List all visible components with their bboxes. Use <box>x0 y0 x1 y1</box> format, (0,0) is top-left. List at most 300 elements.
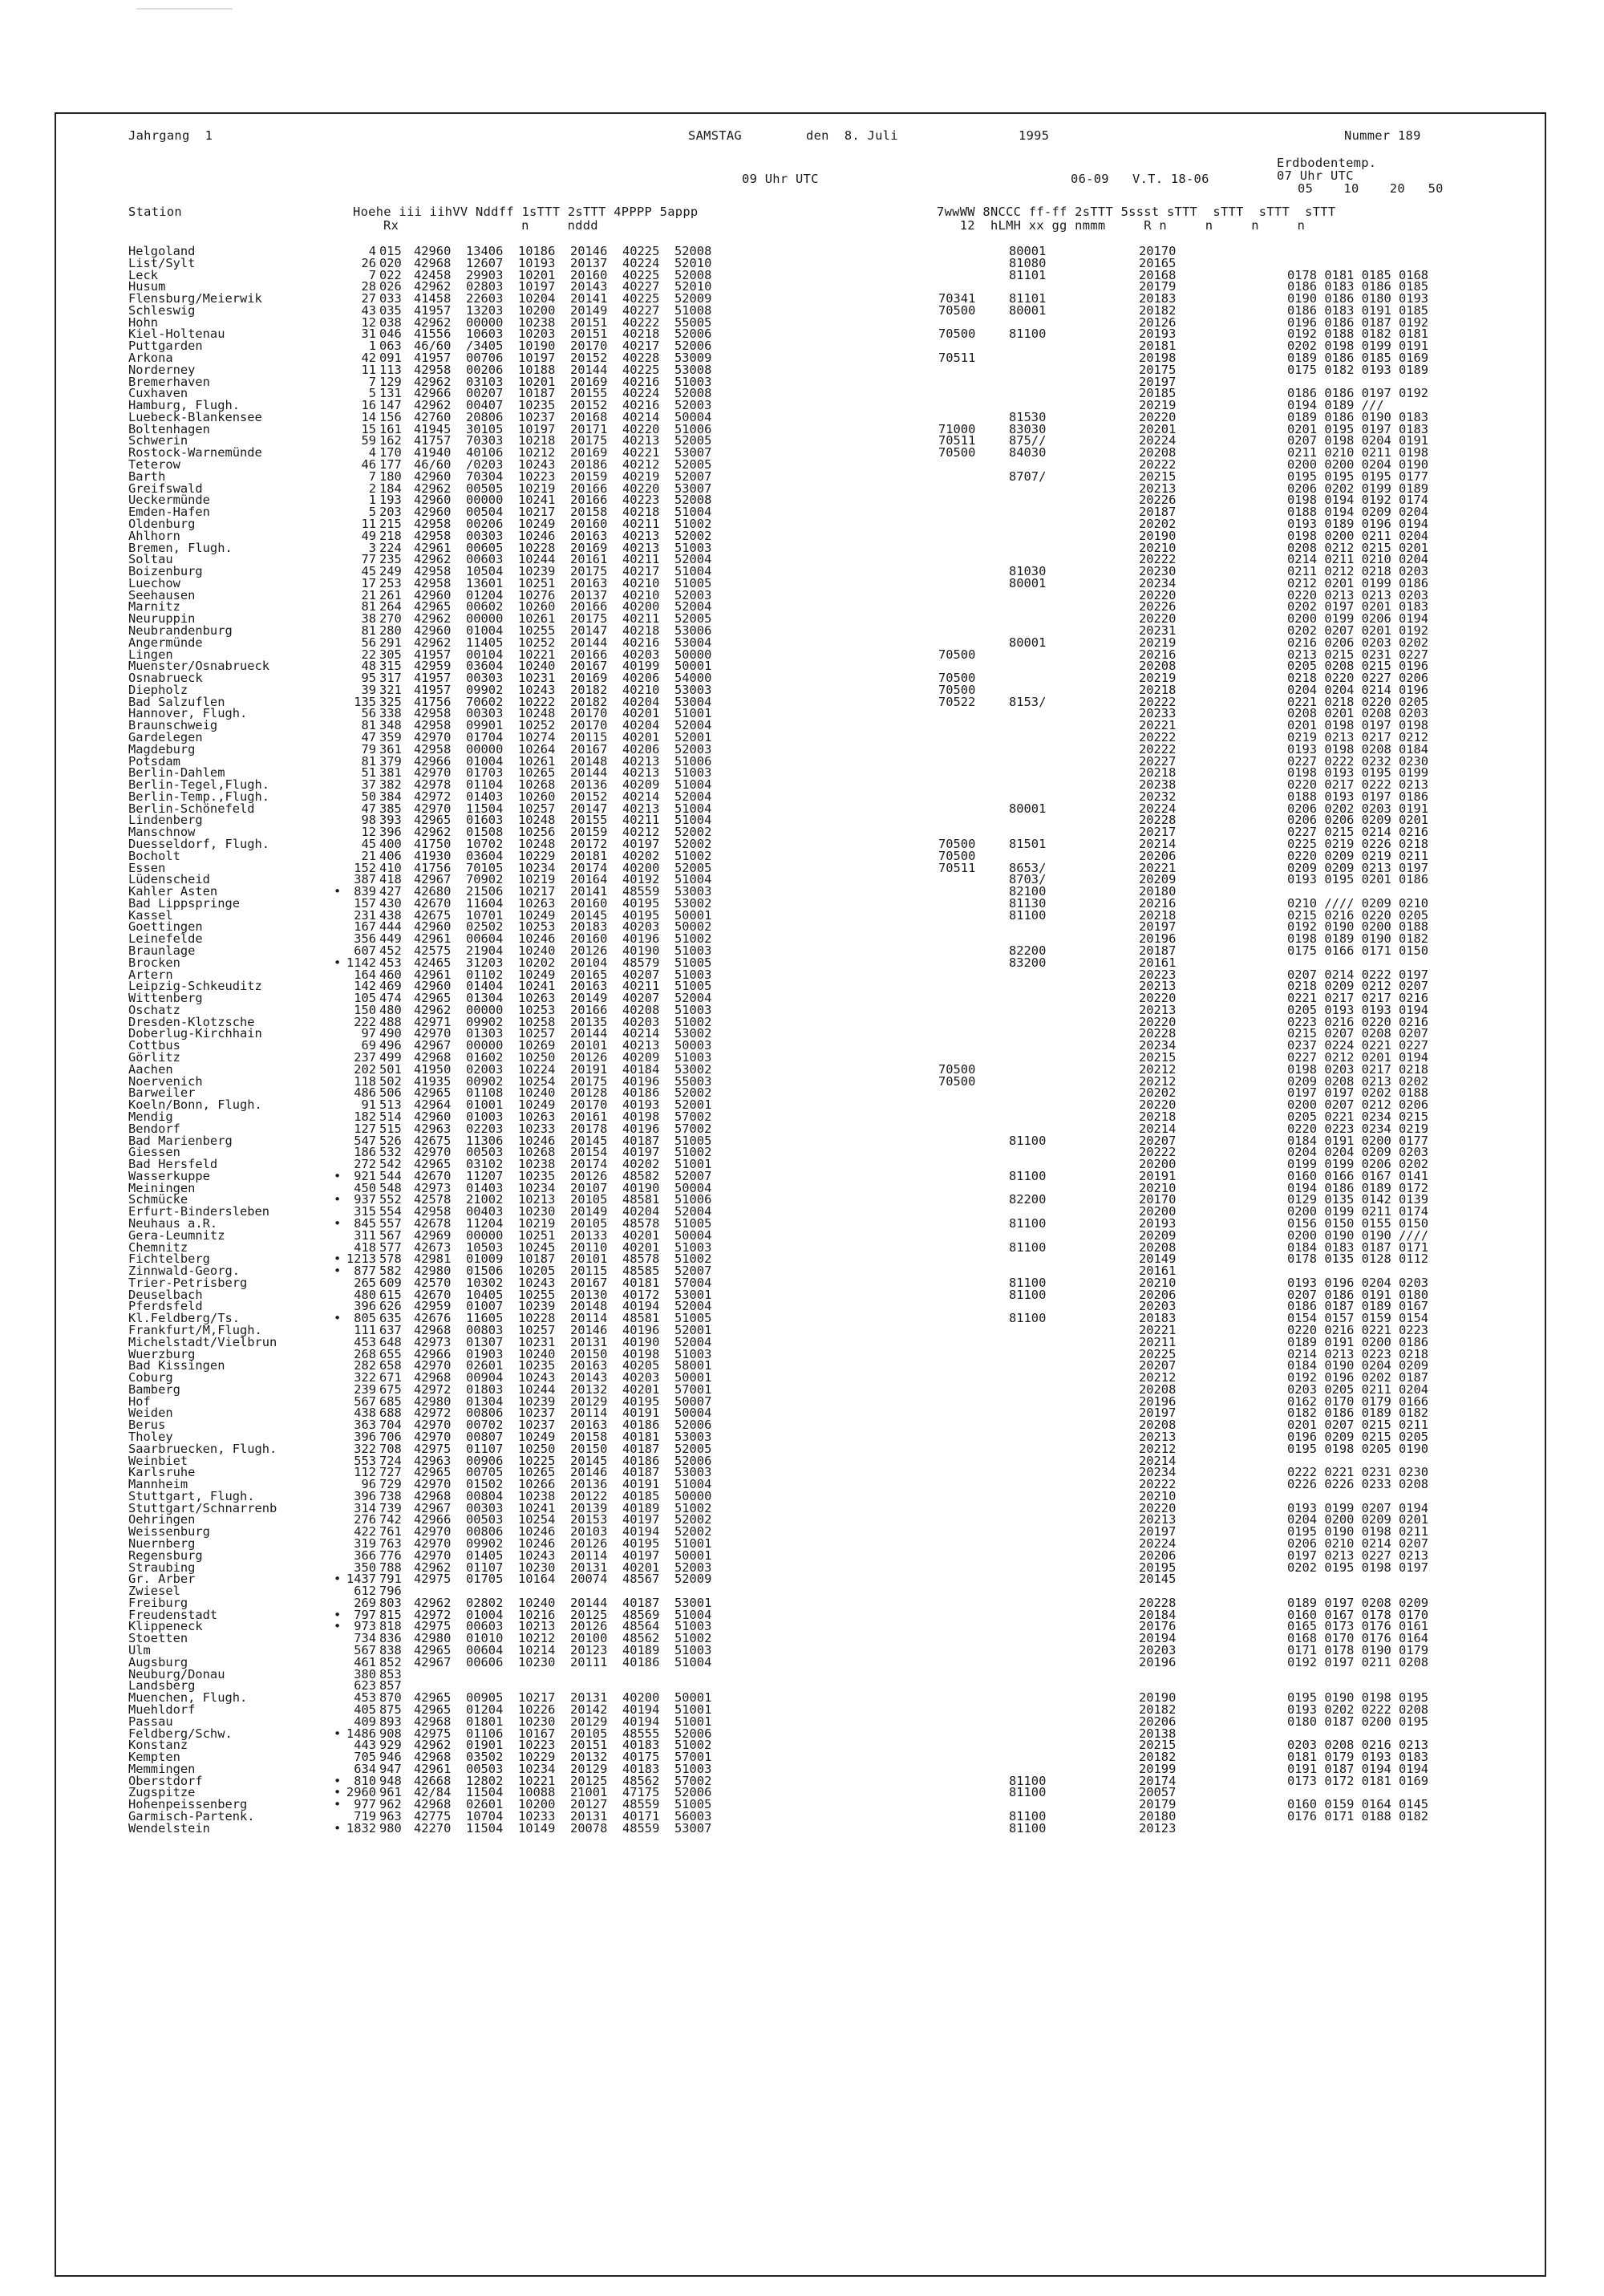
station-name: Oldenburg <box>128 516 196 531</box>
station-id: 396 <box>379 825 402 840</box>
group-2sttt: 20186 <box>570 457 608 473</box>
group-2sttt-nmmm: 20210 <box>1139 540 1177 555</box>
group-1sttt: 10264 <box>518 741 556 757</box>
group-2sttt-nmmm: 20218 <box>1139 1109 1177 1124</box>
group-5appp: 51004 <box>674 777 712 793</box>
group-2sttt-nmmm: 20228 <box>1139 813 1177 828</box>
group-2sttt: 20152 <box>570 351 608 366</box>
group-1sttt: 10263 <box>518 991 556 1006</box>
station-id: 381 <box>379 765 402 781</box>
group-5appp: 53003 <box>674 884 712 899</box>
station-name: Bad Hersfeld <box>128 1157 218 1172</box>
table-row <box>0 945 1604 957</box>
group-7wwww: 70500 <box>938 848 976 863</box>
group-ihvv: 42270 <box>414 1820 452 1836</box>
group-nddff: 10702 <box>466 837 504 851</box>
group-ihvv: 42971 <box>414 1014 452 1029</box>
group-2sttt-nmmm: 20212 <box>1139 1061 1177 1077</box>
station-name: Luechow <box>128 575 180 590</box>
group-nddff: 00604 <box>466 1643 504 1658</box>
group-1sttt: 10246 <box>518 1133 556 1148</box>
group-4pppp: 40209 <box>622 1050 660 1065</box>
station-name: Ahlhorn <box>128 528 180 543</box>
elevation: 202 <box>354 1061 376 1077</box>
group-2sttt-nmmm: 20234 <box>1139 1038 1177 1053</box>
group-nddff: 01403 <box>466 789 504 804</box>
group-4pppp: 40207 <box>622 991 660 1006</box>
group-nddff: 01304 <box>466 1393 504 1409</box>
group-4pppp: 40199 <box>622 659 660 674</box>
soil-temperatures: 0202 0207 0201 0192 <box>1287 623 1429 638</box>
group-5appp: 52010 <box>674 279 712 294</box>
station-id: 035 <box>379 302 402 318</box>
station-id: 582 <box>379 1264 402 1279</box>
group-2sttt-nmmm: 20196 <box>1139 1654 1177 1669</box>
group-1sttt: 10235 <box>518 398 556 413</box>
group-5appp: 53004 <box>674 635 712 650</box>
group-ihvv: 42958 <box>414 516 452 531</box>
station-name: Husum <box>128 279 166 294</box>
group-nddff: 03103 <box>466 374 504 389</box>
group-8nccc: 81130 <box>1009 895 1047 911</box>
group-1sttt: 10205 <box>518 1264 556 1279</box>
group-5appp: 52004 <box>674 1334 712 1349</box>
group-5appp: 52006 <box>674 339 712 354</box>
station-name: Frankfurt/M,Flugh. <box>128 1322 262 1337</box>
group-2sttt-nmmm: 20220 <box>1139 1097 1177 1113</box>
station-name: Boizenburg <box>128 564 203 579</box>
group-5appp: 51004 <box>674 813 712 828</box>
group-nddff: 29903 <box>466 267 504 282</box>
station-id: 947 <box>379 1761 402 1776</box>
issue-number: Nummer 189 <box>1344 128 1421 143</box>
group-4pppp: 40200 <box>622 860 660 875</box>
group-2sttt: 20166 <box>570 1002 608 1017</box>
group-4pppp: 40201 <box>622 1560 660 1575</box>
elevation: 396 <box>354 1488 376 1503</box>
group-ihvv: 42962 <box>414 481 452 496</box>
soil-temperatures: 0189 0197 0208 0209 <box>1287 1595 1429 1610</box>
group-2sttt-nmmm: 20176 <box>1139 1619 1177 1634</box>
group-4pppp: 40200 <box>622 599 660 615</box>
group-4pppp: 40209 <box>622 777 660 793</box>
group-4pppp: 40225 <box>622 362 660 377</box>
group-nddff: 00604 <box>466 931 504 947</box>
group-ihvv: 42960 <box>414 587 452 602</box>
group-1sttt: 10257 <box>518 801 556 816</box>
group-5appp: 51005 <box>674 1215 712 1231</box>
station-id: 488 <box>379 1014 402 1029</box>
group-1sttt: 10237 <box>518 1418 556 1433</box>
station-id: 577 <box>379 1239 402 1255</box>
station-name: Bremen, Flugh. <box>128 540 233 555</box>
elevation: 2960 <box>346 1785 376 1800</box>
volume-label: Jahrgang 1 <box>128 128 213 143</box>
soil-temperatures: 0192 0196 0202 0187 <box>1287 1370 1429 1385</box>
group-2sttt: 20169 <box>570 445 608 460</box>
group-5appp: 52005 <box>674 457 712 473</box>
elevation: 105 <box>354 991 376 1006</box>
soil-temperatures: 0195 0190 0198 0195 <box>1287 1690 1429 1706</box>
group-nddff: 00807 <box>466 1430 504 1444</box>
group-2sttt-nmmm: 20224 <box>1139 1536 1177 1552</box>
group-7wwww: 70500 <box>938 1061 976 1077</box>
group-5appp: 54000 <box>674 671 712 686</box>
elevation: 272 <box>354 1157 376 1172</box>
elevation: 443 <box>354 1738 376 1753</box>
elevation: 28 <box>361 279 376 294</box>
group-2sttt: 20146 <box>570 244 608 258</box>
elevation: 937 <box>354 1192 376 1207</box>
elevation: 152 <box>354 860 376 875</box>
group-5appp: 53007 <box>674 481 712 496</box>
station-name: Fichtelberg <box>128 1251 210 1267</box>
group-5appp: 52004 <box>674 552 712 567</box>
group-5appp: 52002 <box>674 528 712 543</box>
group-4pppp: 40194 <box>622 1524 660 1539</box>
group-5appp: 51004 <box>674 1654 712 1669</box>
group-2sttt: 20174 <box>570 860 608 875</box>
elevation: 12 <box>361 825 376 840</box>
group-5appp: 53001 <box>674 1287 712 1302</box>
elevation: 356 <box>354 931 376 947</box>
group-5appp: 51002 <box>674 1014 712 1029</box>
group-5appp: 52006 <box>674 1726 712 1741</box>
group-2sttt-nmmm: 20222 <box>1139 1145 1177 1160</box>
group-1sttt: 10241 <box>518 979 556 994</box>
group-ihvv: 42670 <box>414 1168 452 1183</box>
group-1sttt: 10197 <box>518 421 556 436</box>
group-4pppp: 48569 <box>622 1607 660 1622</box>
mountain-station-marker: • <box>334 1572 342 1587</box>
elevation: 231 <box>354 907 376 923</box>
group-7wwww: 70511 <box>938 860 976 875</box>
group-ihvv: 42962 <box>414 552 452 567</box>
group-1sttt: 10202 <box>518 955 556 970</box>
obs-time-09: 09 Uhr UTC <box>742 172 819 186</box>
group-2sttt: 20160 <box>570 895 608 911</box>
group-nddff: 02802 <box>466 1595 504 1610</box>
group-1sttt: 10226 <box>518 1702 556 1717</box>
station-id: 729 <box>379 1477 402 1492</box>
code-column-header-2: 7wwWW 8NCCC ff-ff 2sTTT 5ssst sTTT sTTT sTTT sTTT <box>937 205 1336 219</box>
group-5appp: 53004 <box>674 694 712 709</box>
station-id: 526 <box>379 1133 402 1148</box>
group-1sttt: 10230 <box>518 1654 556 1669</box>
group-4pppp: 40187 <box>622 1465 660 1480</box>
station-id: 022 <box>379 267 402 282</box>
group-ihvv: 42960 <box>414 469 452 484</box>
group-2sttt-nmmm: 20218 <box>1139 682 1177 697</box>
group-4pppp: 40210 <box>622 682 660 697</box>
group-2sttt: 20144 <box>570 1026 608 1041</box>
station-id: 444 <box>379 919 402 935</box>
group-ihvv: 42960 <box>414 919 452 935</box>
mountain-station-marker: • <box>334 1773 342 1788</box>
station-name: Weiden <box>128 1406 173 1421</box>
group-ihvv: 46/60 <box>414 339 452 354</box>
group-nddff: 01801 <box>466 1714 504 1729</box>
soil-temperatures: 0219 0213 0217 0212 <box>1287 729 1429 744</box>
group-2sttt: 20155 <box>570 813 608 828</box>
elevation: 405 <box>354 1702 376 1717</box>
station-id: 161 <box>379 421 402 436</box>
group-nddff: 02502 <box>466 919 504 935</box>
elevation: 22 <box>361 647 376 662</box>
station-id: 235 <box>379 552 402 567</box>
elevation: 311 <box>354 1227 376 1243</box>
group-2sttt-nmmm: 20215 <box>1139 1050 1177 1065</box>
group-nddff: 02601 <box>466 1358 504 1373</box>
station-id: 218 <box>379 528 402 543</box>
elevation: 322 <box>354 1441 376 1456</box>
group-8nccc: 84030 <box>1009 445 1047 460</box>
group-4pppp: 40218 <box>622 623 660 638</box>
station-name: Giessen <box>128 1145 180 1160</box>
group-2sttt-nmmm: 20227 <box>1139 753 1177 769</box>
soil-temperatures: 0186 0186 0197 0192 <box>1287 386 1429 401</box>
group-4pppp: 40186 <box>622 1418 660 1433</box>
elevation: 453 <box>354 1690 376 1706</box>
station-id: 452 <box>379 943 402 959</box>
elevation: 15 <box>361 421 376 436</box>
station-name: Artern <box>128 967 173 982</box>
group-2sttt: 20160 <box>570 267 608 282</box>
soil-temperatures: 0226 0226 0233 0208 <box>1287 1477 1429 1492</box>
group-5appp: 50001 <box>674 907 712 923</box>
group-8nccc: 81100 <box>1009 1808 1047 1823</box>
elevation: 47 <box>361 729 376 744</box>
group-ihvv: 42968 <box>414 1370 452 1385</box>
station-name: Pferdsfeld <box>128 1299 203 1314</box>
station-id: 685 <box>379 1393 402 1409</box>
group-2sttt: 20122 <box>570 1488 608 1503</box>
group-5appp: 53002 <box>674 1061 712 1077</box>
group-5appp: 52006 <box>674 1418 712 1433</box>
station-id: 763 <box>379 1536 402 1552</box>
group-2sttt: 20129 <box>570 1761 608 1776</box>
station-id: 496 <box>379 1038 402 1053</box>
group-1sttt: 10246 <box>518 931 556 947</box>
group-nddff: 01001 <box>466 1097 504 1113</box>
group-1sttt: 10255 <box>518 1287 556 1302</box>
station-id: 249 <box>379 564 402 579</box>
group-ihvv: 42960 <box>414 1109 452 1124</box>
elevation: 1 <box>368 339 376 354</box>
station-id: 038 <box>379 314 402 330</box>
group-nddff: 00303 <box>466 671 504 686</box>
station-id: 655 <box>379 1346 402 1361</box>
elevation: 409 <box>354 1714 376 1729</box>
group-5appp: 51002 <box>674 1251 712 1267</box>
group-1sttt: 10240 <box>518 1595 556 1610</box>
group-ihvv: 42966 <box>414 753 452 769</box>
group-5appp: 57001 <box>674 1750 712 1765</box>
group-2sttt: 20143 <box>570 1370 608 1385</box>
soil-temperatures: 0188 0193 0197 0186 <box>1287 789 1429 804</box>
elevation: 380 <box>354 1666 376 1681</box>
group-7wwww: 70511 <box>938 433 976 448</box>
group-5appp: 50001 <box>674 1548 712 1563</box>
group-4pppp: 40190 <box>622 1334 660 1349</box>
soil-temperatures: 0192 0188 0182 0181 <box>1287 327 1429 342</box>
station-id: 490 <box>379 1026 402 1041</box>
station-name: Berlin-Dahlem <box>128 765 225 781</box>
elevation: 567 <box>354 1393 376 1409</box>
station-name: Berlin-Tegel,Flugh. <box>128 777 270 793</box>
soil-temperatures: 0182 0186 0189 0182 <box>1287 1406 1429 1421</box>
group-1sttt: 10218 <box>518 433 556 448</box>
station-name: Greifswald <box>128 481 203 496</box>
group-5appp: 52005 <box>674 433 712 448</box>
group-ihvv: 42968 <box>414 1488 452 1503</box>
group-nddff: 01009 <box>466 1251 504 1267</box>
group-nddff: 01108 <box>466 1085 504 1101</box>
group-1sttt: 10265 <box>518 1465 556 1480</box>
group-ihvv: 42675 <box>414 1133 452 1148</box>
group-1sttt: 10246 <box>518 1524 556 1539</box>
group-2sttt: 20131 <box>570 1808 608 1823</box>
station-name: Hohn <box>128 314 159 330</box>
group-nddff: 01705 <box>466 1572 504 1587</box>
year: 1995 <box>1019 128 1050 143</box>
station-id: 156 <box>379 409 402 424</box>
group-1sttt: 10263 <box>518 895 556 911</box>
group-1sttt: 10222 <box>518 694 556 709</box>
group-2sttt: 20126 <box>570 1168 608 1183</box>
station-name: Goettingen <box>128 919 203 935</box>
station-name: Rostock-Warnemünde <box>128 445 262 460</box>
elevation: 1437 <box>346 1572 376 1587</box>
station-name: Coburg <box>128 1370 173 1385</box>
group-2sttt: 20107 <box>570 1180 608 1195</box>
group-1sttt: 10253 <box>518 919 556 935</box>
station-name: Saarbruecken, Flugh. <box>128 1441 277 1456</box>
station-id: 963 <box>379 1808 402 1823</box>
soil-temperatures: 0205 0221 0234 0215 <box>1287 1109 1429 1124</box>
group-4pppp: 40194 <box>622 1299 660 1314</box>
soil-temperatures: 0129 0135 0142 0139 <box>1287 1192 1429 1207</box>
group-5appp: 53003 <box>674 682 712 697</box>
mountain-station-marker: • <box>334 1797 342 1812</box>
group-nddff: 00806 <box>466 1524 504 1539</box>
station-id: 637 <box>379 1322 402 1337</box>
station-id: 796 <box>379 1584 402 1599</box>
group-ihvv: 42760 <box>414 409 452 424</box>
station-id: 615 <box>379 1287 402 1302</box>
group-1sttt: 10219 <box>518 872 556 887</box>
station-name: Bad Kissingen <box>128 1358 225 1373</box>
group-1sttt: 10235 <box>518 1358 556 1373</box>
group-8nccc: 81100 <box>1009 1311 1047 1326</box>
group-1sttt: 10252 <box>518 635 556 650</box>
station-name: Norderney <box>128 362 196 377</box>
group-4pppp: 40196 <box>622 1322 660 1337</box>
group-ihvv: 42970 <box>414 765 452 781</box>
station-id: 852 <box>379 1654 402 1669</box>
group-ihvv: 41945 <box>414 421 452 436</box>
station-id: 761 <box>379 1524 402 1539</box>
station-name: Cuxhaven <box>128 386 188 401</box>
station-id: 379 <box>379 753 402 769</box>
station-id: 532 <box>379 1145 402 1160</box>
group-5appp: 51003 <box>674 967 712 982</box>
station-name: Emden-Hafen <box>128 505 210 520</box>
group-4pppp: 40224 <box>622 386 660 401</box>
group-2sttt: 20126 <box>570 1050 608 1065</box>
weekday: SAMSTAG <box>688 128 742 143</box>
station-name: Konstanz <box>128 1738 188 1753</box>
soil-temperatures: 0214 0211 0210 0204 <box>1287 552 1429 567</box>
group-ihvv: 42968 <box>414 1322 452 1337</box>
group-4pppp: 40183 <box>622 1761 660 1776</box>
elevation: 977 <box>354 1797 376 1812</box>
soil-temperatures: 0202 0195 0198 0197 <box>1287 1560 1429 1575</box>
group-nddff: 11504 <box>466 801 504 816</box>
group-4pppp: 40194 <box>622 1702 660 1717</box>
group-2sttt-nmmm: 20207 <box>1139 1358 1177 1373</box>
group-5appp: 51001 <box>674 706 712 721</box>
station-name: Schleswig <box>128 302 196 318</box>
soil-temperatures: 0186 0187 0189 0167 <box>1287 1299 1429 1314</box>
group-2sttt: 20152 <box>570 398 608 413</box>
group-1sttt: 10263 <box>518 1109 556 1124</box>
group-ihvv: 41750 <box>414 837 452 851</box>
elevation: 973 <box>354 1619 376 1634</box>
elevation: 111 <box>354 1322 376 1337</box>
station-name: Oehringen <box>128 1512 196 1527</box>
soil-temperatures: 0237 0224 0221 0227 <box>1287 1038 1429 1053</box>
station-id: 325 <box>379 694 402 709</box>
elevation: 50 <box>361 789 376 804</box>
station-name: Bocholt <box>128 848 180 863</box>
group-2sttt-nmmm: 20193 <box>1139 1215 1177 1231</box>
elevation: 363 <box>354 1418 376 1433</box>
group-nddff: 00706 <box>466 351 504 366</box>
group-5appp: 52003 <box>674 398 712 413</box>
station-name: Ulm <box>128 1643 151 1658</box>
group-5appp: 53006 <box>674 623 712 638</box>
soil-temperatures: 0203 0208 0216 0213 <box>1287 1738 1429 1753</box>
group-nddff: 00606 <box>466 1654 504 1669</box>
station-id: 469 <box>379 979 402 994</box>
station-name: Barweiler <box>128 1085 196 1101</box>
group-2sttt: 20105 <box>570 1726 608 1741</box>
group-ihvv: 42962 <box>414 611 452 627</box>
group-2sttt-nmmm: 20208 <box>1139 1239 1177 1255</box>
group-ihvv: 42965 <box>414 991 452 1006</box>
group-2sttt-nmmm: 20214 <box>1139 837 1177 851</box>
group-ihvv: 42958 <box>414 741 452 757</box>
group-ihvv: 42678 <box>414 1215 452 1231</box>
elevation: 839 <box>354 884 376 899</box>
group-4pppp: 48562 <box>622 1631 660 1646</box>
station-id: 480 <box>379 1002 402 1017</box>
group-2sttt-nmmm: 20222 <box>1139 729 1177 744</box>
group-nddff: 01004 <box>466 1607 504 1622</box>
elevation: 547 <box>354 1133 376 1148</box>
soil-temperatures: 0173 0172 0181 0169 <box>1287 1773 1429 1788</box>
group-8nccc: 8703/ <box>1009 872 1047 887</box>
group-4pppp: 40186 <box>622 1453 660 1468</box>
elevation: 319 <box>354 1536 376 1552</box>
group-ihvv: 42960 <box>414 493 452 508</box>
group-2sttt: 20147 <box>570 801 608 816</box>
group-2sttt-nmmm: 20222 <box>1139 552 1177 567</box>
group-ihvv: 42962 <box>414 398 452 413</box>
station-id: 542 <box>379 1157 402 1172</box>
group-4pppp: 48578 <box>622 1215 660 1231</box>
